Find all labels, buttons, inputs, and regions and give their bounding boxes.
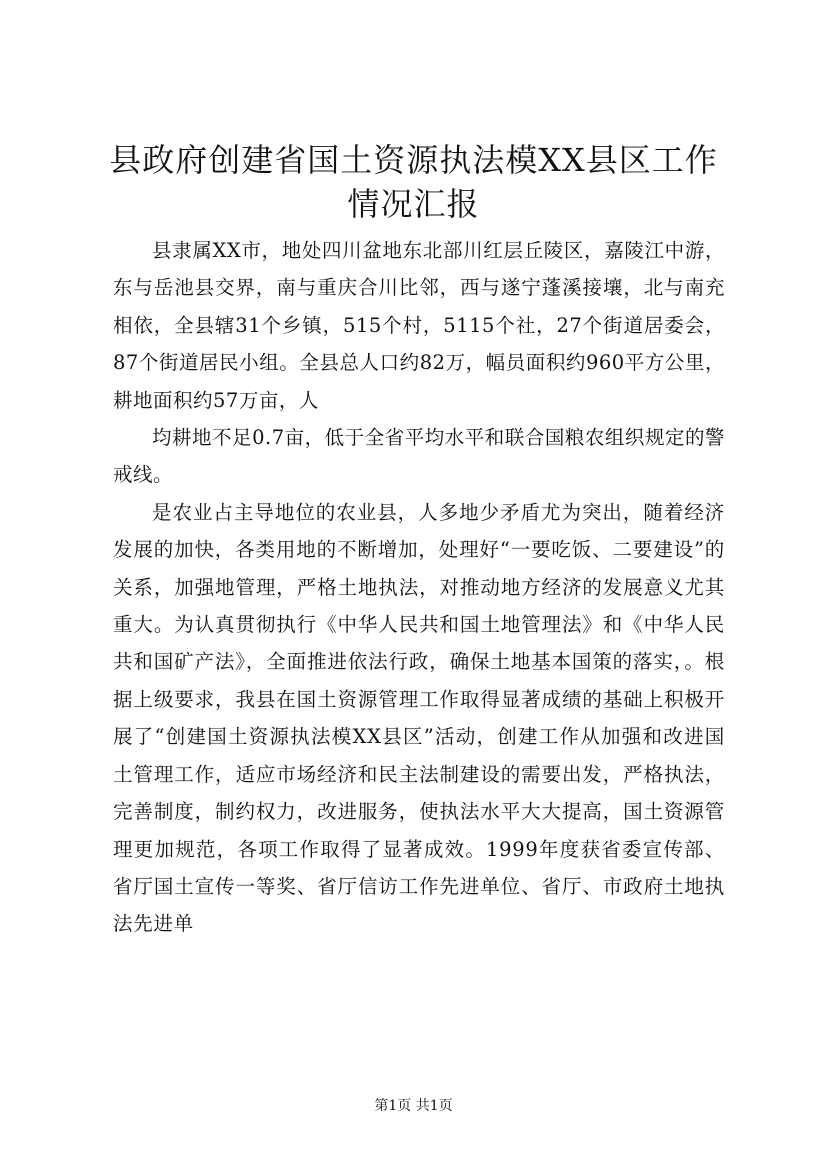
paragraph-1: 县隶属XX市，地处四川盆地东北部川红层丘陵区，嘉陵江中游，东与岳池县交界，南与重庆合川比邻，西与遂宁蓬溪接壤，北与南充相依，全县辖31个乡镇，515个村，5115个社，27个街道居委会，87个街道居民小组。全县总人口约82万，幅员面积约960平方公里，耕地面积约57万亩，人 xyxy=(113,239,725,412)
page-footer: 第1页 共1页 xyxy=(374,1098,453,1114)
paragraph-3: 是农业占主导地位的农业县，人多地少矛盾尤为突出，随着经济发展的加快，各类用地的不断增加，处理好“一要吃饭、二要建设”的关系，加强地管理，严格土地执法，对推动地方经济的发展意义尤其重大。为认真贯彻执行《中华人民共和国土地管理法》和《中华人民共和国矿产法》，全面推进依法行政，确保土地基本国策的落实，。根据上级要求，我县在国土资源管理工作取得显著成绩的基础上积极开展了“创建国土资源执法模XX县区”活动，创建工作从加强和改进国土管理工作，适应市场经济和民主法制建设的需要出发，严格执法，完善制度，制约权力，改进服务，使执法水平大大提高，国土资源管理更加规范，各项工作取得了显著成效。1999年度获省委宣传部、省厅国土宣传一等奖、省厅信访工作先进单位、省厅、市政府土地执法先进单 xyxy=(113,500,725,936)
paragraph-2: 均耕地不足0.7亩，低于全省平均水平和联合国粮农组织规定的警戒线。 xyxy=(113,426,725,487)
document-body xyxy=(113,232,725,943)
document-title: 县政府创建省国土资源执法模XX县区工作情况汇报 xyxy=(109,141,718,223)
